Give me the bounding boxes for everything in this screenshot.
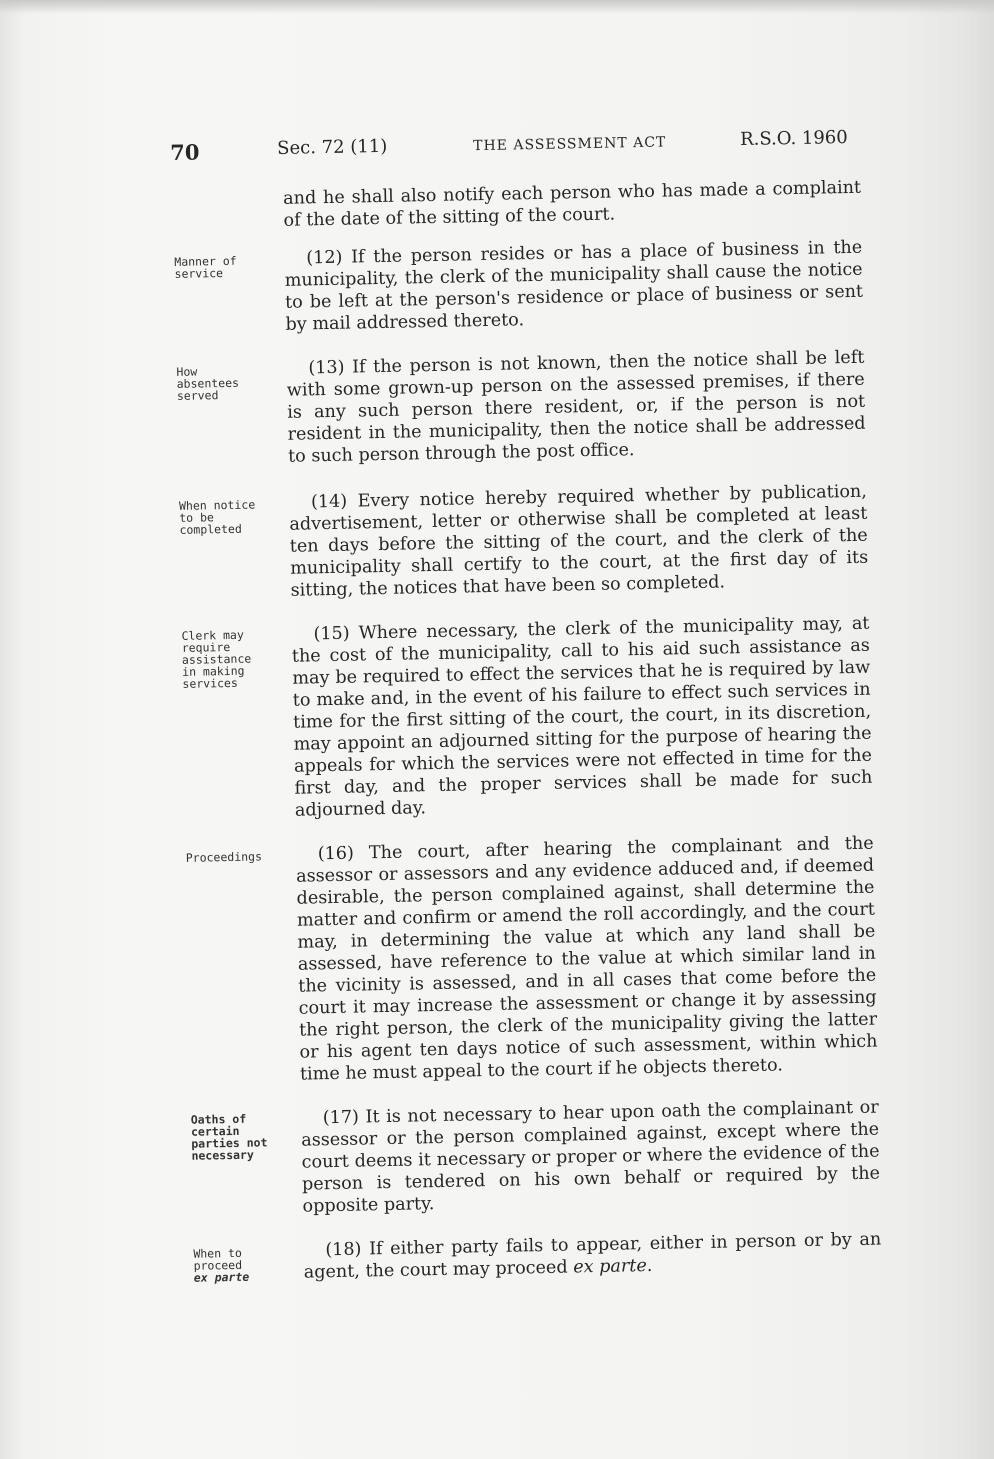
section-reference: Sec. 72 (11) [276,135,388,159]
statute-reference: R.S.O. 1960 [739,126,848,151]
section-13 [174,346,890,470]
document-page [170,126,906,1285]
section-15 [179,612,897,824]
section-text-end: . [646,1255,653,1277]
section-16 [184,832,903,1088]
section-18 [191,1228,906,1286]
section-continued [171,176,886,234]
section-17 [189,1096,905,1220]
running-header [170,126,885,180]
margin-note: Clerk may require assistance in making services [181,627,252,691]
margin-note: Manner of service [174,253,237,281]
section-text-italic: ex parte [573,1256,647,1278]
section-text: (15) Where necessary, the clerk of the municipality may, at the cost of the municipality, call to his aid such assistance as may be required to effect the services that he is required by law to make and, in the event of his failure to effect such services in time for the first sitting of the court, the court, in its discretion, may appoint an adjourned sitting for the purpose of hearing the appeals for which the services were not effected in time for the first day, and the proper services shall be made for such adjourned day. [291,613,873,821]
section-text-main: (18) If either party fails to appear, either in person or by an agent, the court may proceed [303,1229,882,1283]
page-number: 70 [170,139,200,165]
section-text: (16) The court, after hearing the complainant and the assessor or assessors and any evidence adduced and, if deemed desirable, the person complained against, shall determine the matter and confirm or amend the roll accordingly, and the court may, in determining the value at which any land shall be assessed, have reference to the value at which similar land in the vicinity is assessed, and in all cases that come before the court it may increase the assessment or change it by assessing the right person, the clerk of the municipality giving the latter or his agent ten days notice of such assessment, within which time he must appeal to the court if he objects thereto. [295,833,878,1085]
section-text: (13) If the person is not known, then the notice shall be left with some grown-up person on the assessed premises, if there is any such person there resident, or, if the person is not resident in the municipality, then the notice shall be addressed to such person through the post office. [286,347,866,467]
section-text: (17) It is not necessary to hear upon oath the complainant or assessor or the person complained against, except where the court deems it necessary or proper or where the evidence of the person is tendered on his own behalf or required by the opposite party. [301,1097,881,1217]
section-text: (14) Every notice hereby required whether by publication, advertisement, letter or otherwise shall be completed at least ten days before the sitting of the court, and the clerk of the municipality shall certify to the court, at the first day of its sitting, the notices that have been so completed. [289,481,869,601]
section-14 [177,480,893,604]
margin-note: When to proceed ex parte [193,1245,250,1285]
section-text: (12) If the person resides or has a place of business in the municipality, the clerk of the municipality shall cause the notice to be left at the person's residence or place of business or sent by mail addressed thereto. [284,237,864,335]
section-12 [172,236,888,338]
act-title: THE ASSESSMENT ACT [473,134,667,155]
margin-note: When notice to be completed [178,497,256,537]
margin-note: How absentees served [176,364,240,403]
margin-note: Oaths of certain parties not necessary [190,1111,268,1163]
section-text [303,1229,882,1284]
margin-note: Proceedings [185,849,263,865]
section-text: and he shall also notify each person who has made a complaint of the date of the sitting of the court. [282,177,862,231]
